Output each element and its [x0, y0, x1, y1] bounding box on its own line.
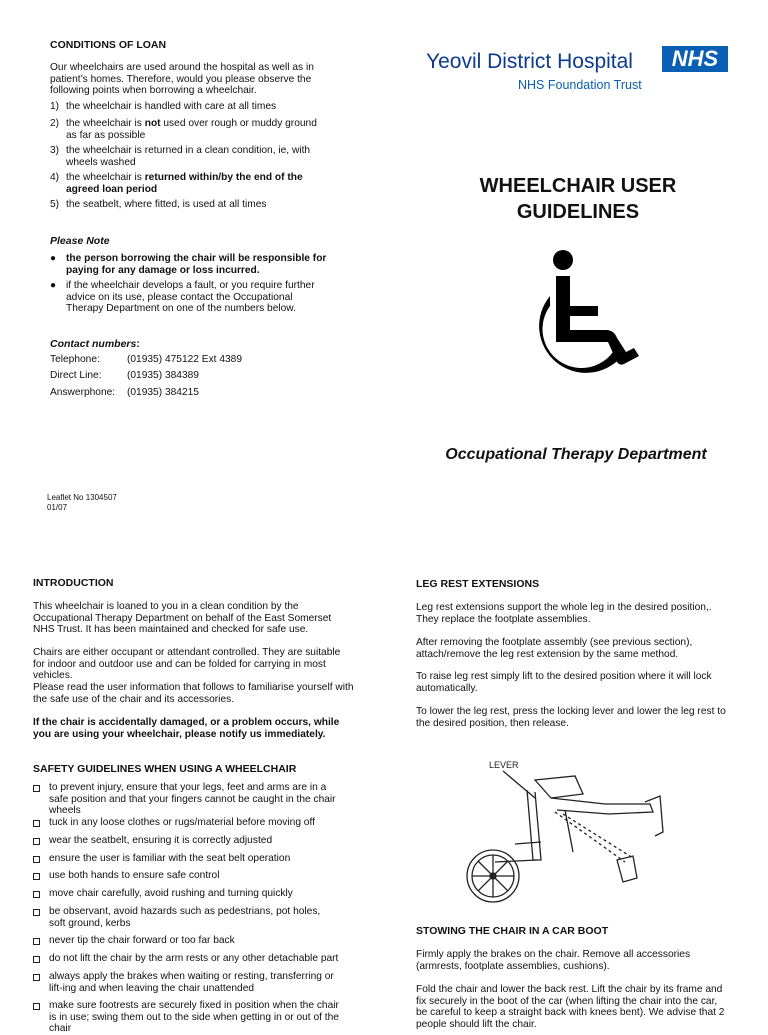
contact-value: (01935) 384389 [127, 370, 199, 381]
square-bullet-icon [33, 856, 40, 863]
stowing-p2: Fold the chair and lower the back rest. Lift the chair by its frame and fix securely in the boot of the car (when lifting the chair into the car, be careful to keep a straight back with knees bent). We advise that 2 people should lift the chair. [416, 984, 725, 1030]
contact-row-telephone [50, 354, 242, 365]
condition-text [66, 118, 330, 141]
introduction-p4: If the chair is accidentally damaged, or a problem occurs, while you are using your wheelchair, please notify us immediately. [33, 717, 340, 740]
square-bullet-icon [33, 891, 40, 898]
safety-item-text: never tip the chair forward or too far back [49, 935, 235, 946]
contact-label: Telephone: [50, 354, 100, 365]
condition-text-part: the wheelchair is [66, 172, 145, 183]
conditions-heading: CONDITIONS OF LOAN [50, 39, 167, 51]
condition-number: 5) [50, 199, 60, 210]
stowing-heading: STOWING THE CHAIR IN A CAR BOOT [416, 925, 609, 937]
bullet-icon: ● [50, 253, 57, 264]
trust-name: NHS Foundation Trust [518, 78, 642, 92]
page-title: WHEELCHAIR USER GUIDELINES [479, 175, 677, 223]
contact-value: (01935) 475122 Ext 4389 [127, 354, 242, 365]
hospital-name: Yeovil District Hospital [426, 50, 633, 73]
leg-rest-p4: To lower the leg rest, press the locking lever and lower the leg rest to the desired position, then release. [416, 706, 726, 729]
condition-text [66, 101, 330, 113]
square-bullet-icon [33, 938, 40, 945]
safety-item-text: to prevent injury, ensure that your legs, feet and arms are in a safe position and that your fingers cannot be caught in the chair wheels [49, 782, 336, 816]
safety-item-text: ensure the user is familiar with the seat belt operation [49, 853, 291, 864]
square-bullet-icon [33, 838, 40, 845]
leaflet-number: Leaflet No 1304507 [47, 493, 117, 502]
leaflet-date: 01/07 [47, 503, 68, 512]
condition-number: 3) [50, 145, 60, 156]
conditions-intro: Our wheelchairs are used around the hospital as well as in patient’s homes. Therefore, would you please observe the following points when borrowing a wheelchair. [50, 62, 314, 96]
square-bullet-icon [33, 873, 40, 880]
introduction-p1: This wheelchair is loaned to you in a clean condition by the Occupational Therapy Department on behalf of the East Somerset NHS Trust. It has been maintained and checked for safe use. [33, 601, 332, 635]
leg-rest-p1: Leg rest extensions support the whole leg in the desired position,. They replace the footplate assemblies. [416, 602, 712, 625]
introduction-p3: Please read the user information that follows to familiarise yourself with the safe use of the chair and its accessories. [33, 682, 354, 705]
condition-number: 2) [50, 118, 60, 129]
wheelchair-accessibility-icon [510, 248, 644, 390]
square-bullet-icon [33, 974, 40, 981]
please-note-heading: Please Note [50, 235, 110, 247]
safety-item-text: be observant, avoid hazards such as pedestrians, pot holes, soft ground, kerbs [49, 906, 321, 929]
square-bullet-icon [33, 785, 40, 792]
square-bullet-icon [33, 909, 40, 916]
safety-item-text: move chair carefully, avoid rushing and turning quickly [49, 888, 293, 899]
contact-label: Answerphone: [50, 387, 116, 398]
safety-item-text: do not lift the chair by the arm rests or any other detachable part [49, 953, 339, 964]
condition-text [66, 172, 330, 195]
safety-item-text: always apply the brakes when waiting or resting, transferring or lift-ing and when leaving the chair unattended [49, 971, 334, 994]
condition-text-part: not [144, 118, 161, 129]
stowing-p1: Firmly apply the brakes on the chair. Remove all accessories (armrests, footplate assemblies, cushions). [416, 949, 691, 972]
contact-row-direct [50, 370, 199, 381]
condition-text-part: the wheelchair is handled with care at all times [66, 101, 277, 112]
condition-text [66, 145, 330, 168]
condition-text [66, 199, 330, 211]
introduction-p2: Chairs are either occupant or attendant controlled. They are suitable for indoor and outdoor use and can be folded for carrying in most vehicles. [33, 647, 341, 681]
lever-label: LEVER [489, 760, 519, 770]
contact-heading: Contact numbers: [50, 338, 140, 350]
introduction-heading: INTRODUCTION [33, 577, 114, 589]
condition-text-part: the wheelchair is returned in a clean condition, ie, with wheels washed [66, 145, 311, 168]
safety-item-text: tuck in any loose clothes or rugs/material before moving off [49, 817, 315, 828]
square-bullet-icon [33, 1003, 40, 1010]
condition-text-part: the wheelchair is [66, 118, 145, 129]
leg-rest-diagram [455, 752, 680, 907]
square-bullet-icon [33, 956, 40, 963]
nhs-logo: NHS [662, 46, 728, 72]
contact-value: (01935) 384215 [127, 387, 199, 398]
contact-label: Direct Line: [50, 370, 102, 381]
condition-number: 1) [50, 101, 60, 112]
note-item-1: ● the person borrowing the chair will be responsible for paying for any damage or loss incurred. [50, 253, 327, 276]
safety-item-text: wear the seatbelt, ensuring it is correctly adjusted [49, 835, 273, 846]
conditions-list [50, 101, 350, 221]
contact-row-answerphone [50, 387, 199, 398]
condition-text-part: used over rough or muddy ground as far as possible [66, 118, 317, 141]
condition-number: 4) [50, 172, 60, 183]
leg-rest-p2: After removing the footplate assembly (see previous section), attach/remove the leg rest extension by the same method. [416, 637, 693, 660]
condition-text-part: the seatbelt, where fitted, is used at all times [66, 199, 267, 210]
safety-heading: SAFETY GUIDELINES WHEN USING A WHEELCHAIR [33, 763, 297, 775]
condition-text-part: returned within/by the end of the agreed loan period [66, 172, 303, 195]
safety-item-text: use both hands to ensure safe control [49, 870, 220, 881]
department-name: Occupational Therapy Department [445, 446, 707, 463]
safety-item-text: make sure footrests are securely fixed in position when the chair is in use; swing them out to the side when getting in or out of the chair [49, 1000, 339, 1034]
note-item-2: ● if the wheelchair develops a fault, or you require further advice on its use, please contact the Occupational Therapy Department on one of the numbers below. [50, 280, 315, 314]
bullet-icon: ● [50, 280, 57, 291]
safety-list [33, 782, 363, 1034]
leg-rest-heading: LEG REST EXTENSIONS [416, 578, 540, 590]
square-bullet-icon [33, 820, 40, 827]
leg-rest-p3: To raise leg rest simply lift to the desired position where it will lock automatically. [416, 671, 712, 694]
